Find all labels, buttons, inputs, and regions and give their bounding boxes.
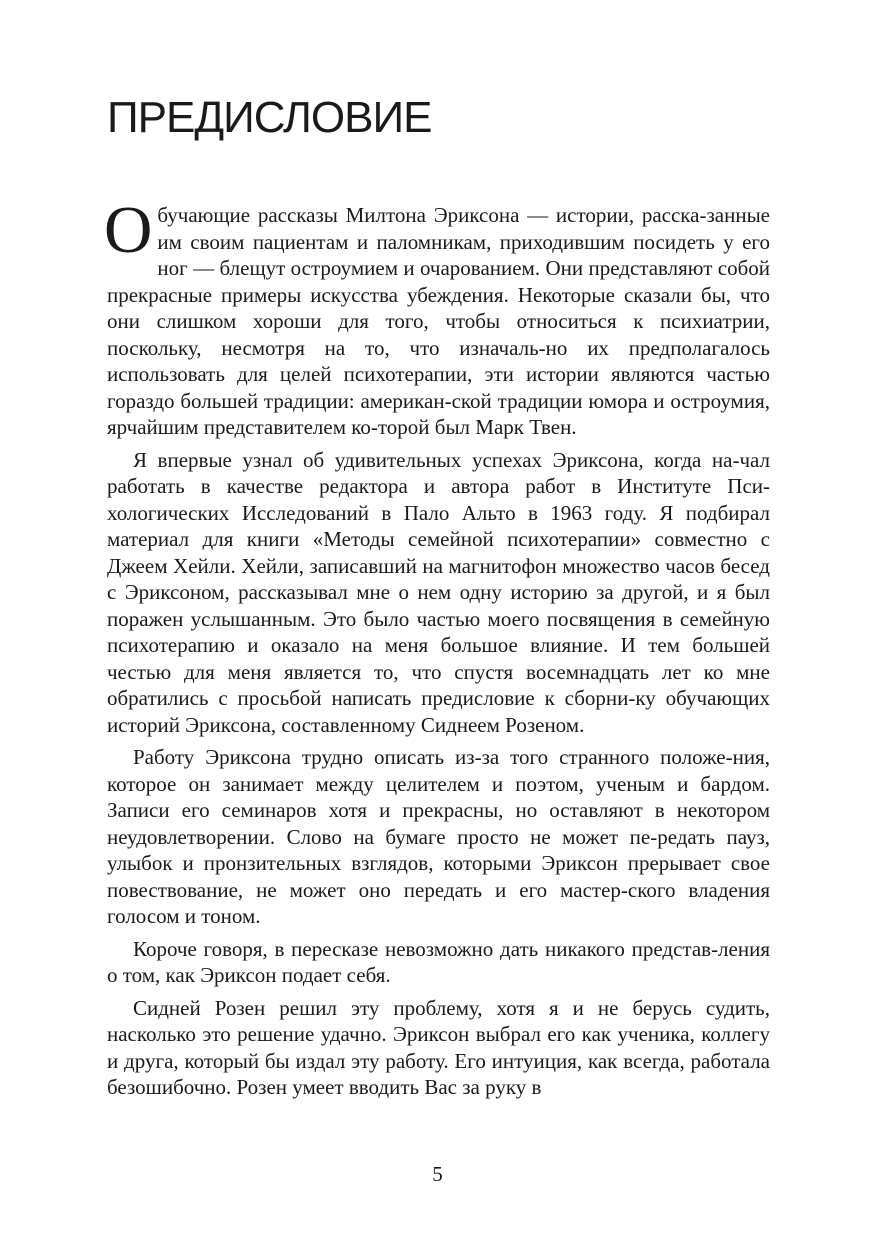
page-title: ПРЕДИСЛОВИЕ <box>107 93 432 142</box>
paragraph-2: Я впервые узнал об удивительных успехах Эриксона, когда на-чал работать в качестве редактора и автора работ в Институте Пси-хологических Исследований в Пало Альто в 1963 году. Я подбирал материал для книги «Методы семейной психотерапии» совместно с Джеем Хейли. Хейли, записавший на магнитофон множество часов бесед с Эриксоном, рассказывал мне о нем одну историю за другой, и я был поражен услышанным. Это было частью моего посвящения в семейную психотерапию и оказало на меня большое влияние. И тем большей честью для меня является то, что спустя восемнадцать лет ко мне обратились с просьбой написать предисловие к сборни-ку обучающих историй Эриксона, составленному Сиднеем Розеном. <box>107 447 770 737</box>
paragraph-3: Работу Эриксона трудно описать из-за того странного положе-ния, которое он занимает между целителем и поэтом, ученым и бардом. Записи его семинаров хотя и прекрасны, но оставляют в некотором неудовлетворении. Слово на бумаге просто не может пе-редать пауз, улыбок и пронзительных взглядов, которыми Эриксон прерывает свое повествование, не может оно передать и его мастер-ского владения голосом и тоном. <box>107 745 770 928</box>
paragraph-5: Сидней Розен решил эту проблему, хотя я и не берусь судить, насколько это решение удачно. Эриксон выбрал его как ученика, коллегу и друга, который бы издал эту работу. Его интуиция, как всегда, работала безошибочно. Розен умеет вводить Вас за руку в <box>107 995 770 1099</box>
drop-cap: О <box>104 193 153 267</box>
paragraph-1-text: бучающие рассказы Милтона Эриксона — истории, расска-занные им своим пациентам и паломникам, приходившим посидеть у его ног — блещут остроумием и очарованием. Они представляют собой прекрасные примеры искусства убеждения. Некоторые сказали бы, что они слишком хороши для того, чтобы относиться к психиатрии, поскольку, несмотря на то, что изначаль-но их предполагалось использовать для целей психотерапии, эти истории являются частью гораздо большей традиции: американ-ской традиции юмора и остроумия, ярчайшим представителем ко-торой был Марк Твен. <box>107 203 770 439</box>
paragraph-4: Короче говоря, в пересказе невозможно дать никакого представ-ления о том, как Эриксон подает себя. <box>107 936 770 987</box>
body-text <box>104 193 770 1107</box>
page-number: 5 <box>432 1162 443 1186</box>
paragraph-1 <box>104 193 770 441</box>
